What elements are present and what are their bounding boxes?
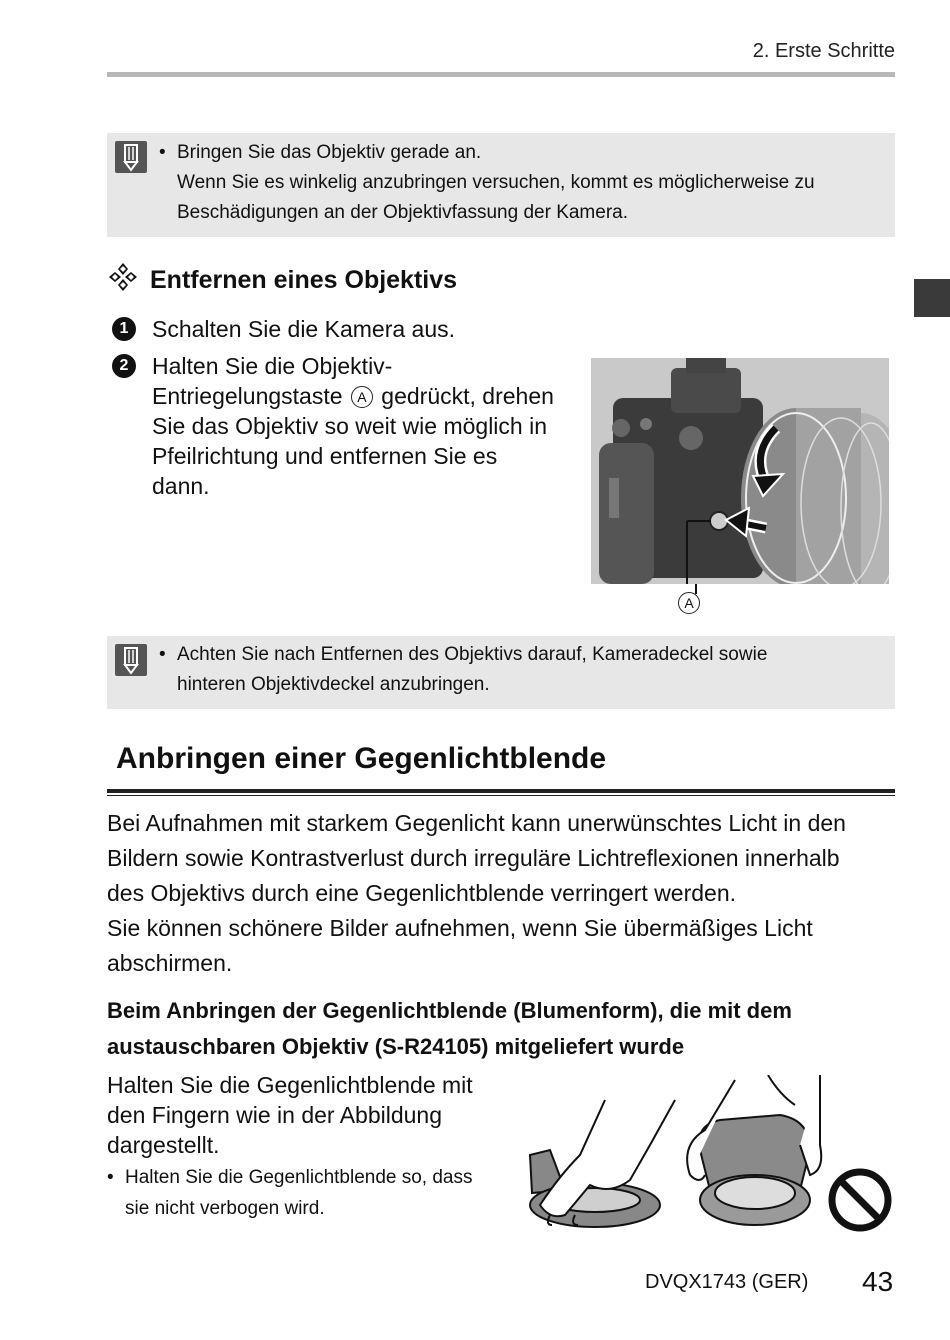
subsection-heading bbox=[108, 262, 457, 299]
step-2 bbox=[112, 351, 554, 501]
bullet-line: sie nicht verbogen wird. bbox=[125, 1198, 325, 1219]
paragraph-line: Sie können schönere Bilder aufnehmen, wenn Sie übermäßiges Licht bbox=[107, 915, 813, 941]
model-code: DVQX1743 (GER) bbox=[645, 1271, 809, 1293]
chapter-title: 2. Erste Schritte bbox=[752, 40, 895, 62]
lens-hood-handling-illustration bbox=[520, 1075, 898, 1240]
step-text: Schalten Sie die Kamera aus. bbox=[152, 316, 456, 342]
header-rule bbox=[107, 72, 895, 77]
step-1 bbox=[112, 314, 455, 344]
bullet: • bbox=[159, 644, 166, 665]
step-number: 2 bbox=[112, 354, 136, 378]
section-rule-thin bbox=[107, 795, 895, 796]
page-number: 43 bbox=[862, 1266, 894, 1297]
chapter-side-tab bbox=[914, 279, 950, 317]
note-2-line: hinteren Objektivdeckel anzubringen. bbox=[177, 674, 490, 695]
note-1-line: Beschädigungen an der Objektivfassung der Kamera. bbox=[177, 202, 628, 223]
paragraph-line: des Objektivs durch eine Gegenlichtblende verringert werden. bbox=[107, 880, 737, 906]
subheading-line: Beim Anbringen der Gegenlichtblende (Blumenform), die mit dem bbox=[107, 998, 792, 1023]
prohibited-icon bbox=[832, 1172, 888, 1228]
step-line-part: Entriegelungstaste bbox=[152, 383, 343, 409]
diamond-icon bbox=[108, 262, 138, 299]
note-box-2 bbox=[107, 636, 895, 709]
step-line: Halten Sie die Objektiv- bbox=[152, 353, 393, 379]
callout-a bbox=[676, 592, 702, 615]
bullet-line: Halten Sie die Gegenlichtblende so, dass bbox=[125, 1167, 473, 1188]
section-rule-thick bbox=[107, 789, 895, 793]
paragraph-line: abschirmen. bbox=[107, 950, 233, 976]
note-icon bbox=[115, 644, 147, 676]
instruction-line: den Fingern wie in der Abbildung bbox=[107, 1102, 443, 1128]
note-2-text bbox=[159, 640, 877, 700]
marker-a: A bbox=[351, 386, 373, 408]
section-heading: Anbringen einer Gegenlichtblende bbox=[116, 742, 607, 775]
paragraph-line: Bildern sowie Kontrastverlust durch irreguläre Lichtreflexionen innerhalb bbox=[107, 845, 840, 871]
note-1-line: Wenn Sie es winkelig anzubringen versuchen, kommt es möglicherweise zu bbox=[177, 172, 815, 193]
bullet: • bbox=[159, 142, 166, 163]
step-line-part: gedrückt, drehen bbox=[381, 383, 554, 409]
callout-a-label: A bbox=[678, 592, 700, 614]
instruction-line: Halten Sie die Gegenlichtblende mit bbox=[107, 1072, 473, 1098]
subheading-line: austauschbaren Objektiv (S-R24105) mitgeliefert wurde bbox=[107, 1034, 685, 1059]
note-icon bbox=[115, 141, 147, 173]
instruction-line: dargestellt. bbox=[107, 1132, 220, 1158]
camera-lens-removal-illustration bbox=[591, 358, 889, 584]
step-line: dann. bbox=[152, 473, 210, 499]
note-box-1 bbox=[107, 133, 895, 237]
note-2-line: Achten Sie nach Entfernen des Objektivs darauf, Kameradeckel sowie bbox=[177, 644, 768, 665]
note-1-line: Bringen Sie das Objektiv gerade an. bbox=[177, 142, 482, 163]
hood-subheading bbox=[107, 993, 895, 1065]
bullet: • bbox=[107, 1167, 114, 1188]
note-1-text bbox=[159, 138, 877, 228]
paragraph-line: Bei Aufnahmen mit starkem Gegenlicht kann unerwünschtes Licht in den bbox=[107, 810, 846, 836]
intro-paragraph bbox=[107, 806, 895, 981]
hold-bullet bbox=[107, 1162, 517, 1224]
step-number: 1 bbox=[112, 317, 136, 341]
step-line: Pfeilrichtung und entfernen Sie es bbox=[152, 443, 498, 469]
step-line: Sie das Objektiv so weit wie möglich in bbox=[152, 413, 547, 439]
step-text bbox=[152, 351, 554, 501]
subsection-title: Entfernen eines Objektivs bbox=[150, 266, 458, 294]
step-line bbox=[152, 381, 554, 411]
hold-instructions bbox=[107, 1070, 517, 1160]
